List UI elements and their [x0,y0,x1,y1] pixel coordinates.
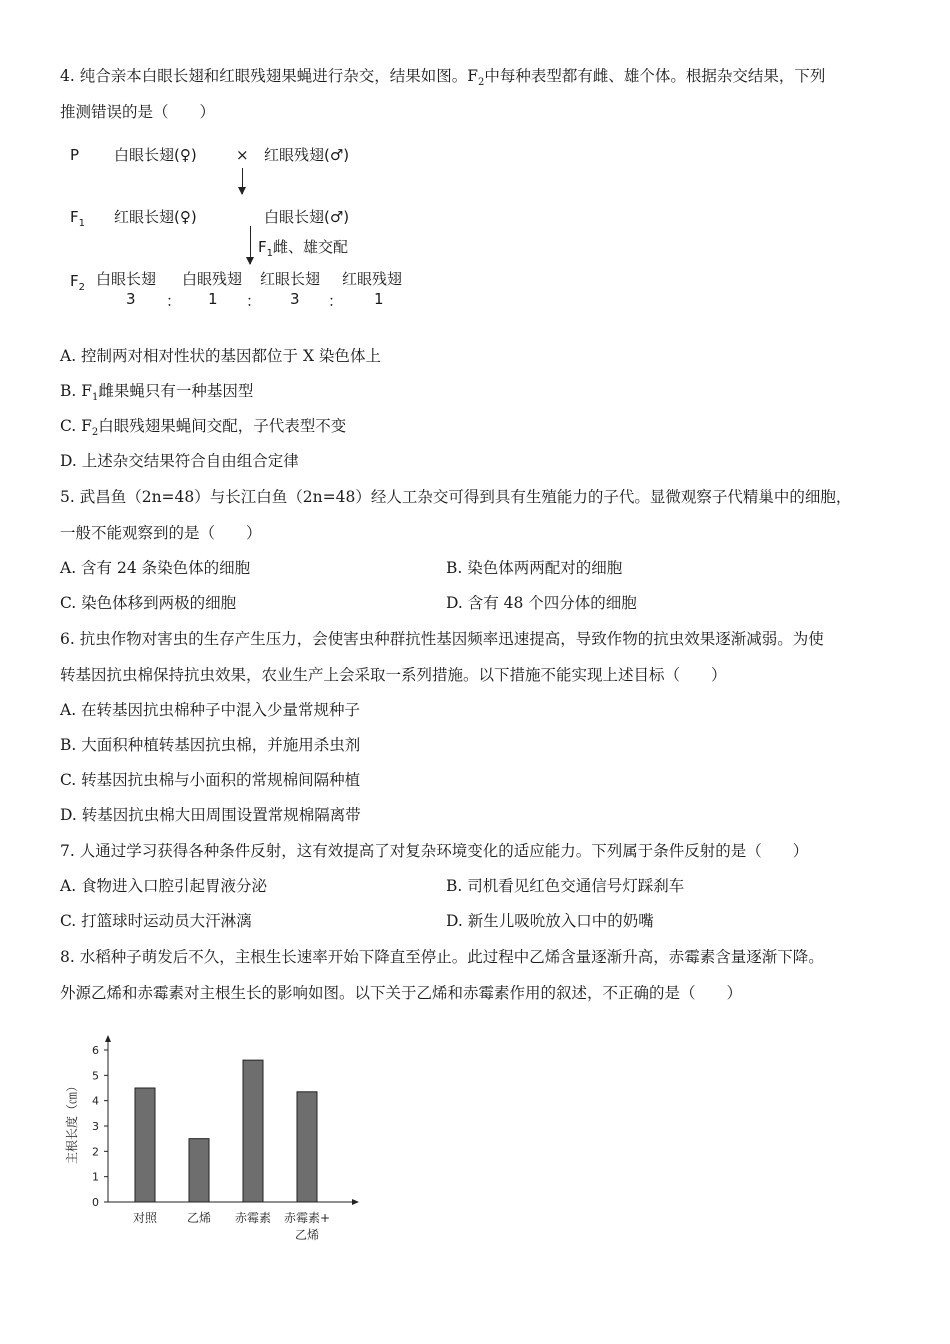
root-length-chart [62,1030,372,1250]
y-tick-label: 5 [92,1069,99,1083]
f2-phenotype: 白眼长翅 [96,270,157,288]
f1-female: 红眼长翅(♀) [114,208,197,226]
q4-option-b[interactable]: B. $F_1$雌果蝇只有一种基因型 [60,382,254,404]
q6-option-b[interactable]: B. 大面积种植转基因抗虫棉，并施用杀虫剂 [60,736,361,754]
f2-ratio-sep: ： [166,292,182,310]
q4-stem-line2: 推测错误的是（ ） [60,103,216,121]
f1-male: 白眼长翅(♂) [264,208,350,226]
f1-label: $F_1$ [70,208,86,229]
f2-phenotype: 红眼长翅 [260,270,321,288]
arrow-f1-to-f2 [250,226,251,264]
category-label: 乙烯 [186,1211,212,1225]
y-tick-label: 1 [92,1170,99,1184]
x-axis-arrow [352,1199,359,1205]
bar [297,1092,317,1202]
q4-option-d[interactable]: D. 上述杂交结果符合自由组合定律 [60,452,299,470]
p-label: P [70,146,80,164]
q5-option-c[interactable]: C. 染色体移到两极的细胞 [60,594,237,612]
category-label: 对照 [132,1211,158,1225]
q6-option-c[interactable]: C. 转基因抗虫棉与小面积的常规棉间隔种植 [60,771,361,789]
q5-option-b[interactable]: B. 染色体两两配对的细胞 [446,559,623,577]
category-label: 乙烯 [294,1228,320,1242]
f2-ratio-value: 3 [126,290,136,308]
f2-ratio-value: 3 [290,290,300,308]
q7-option-a[interactable]: A. 食物进入口腔引起胃液分泌 [60,877,268,895]
q5-stem-line2: 一般不能观察到的是（ ） [60,524,262,542]
category-label: 赤霉素+ [283,1211,331,1225]
cross-symbol: × [236,146,249,164]
f1-mating-note: $F_1$雌、雄交配 [258,238,349,259]
q7-option-b[interactable]: B. 司机看见红色交通信号灯踩刹车 [446,877,685,895]
y-tick-label: 4 [92,1094,99,1108]
q6-option-d[interactable]: D. 转基因抗虫棉大田周围设置常规棉隔离带 [60,806,361,824]
bar [189,1139,209,1202]
f2-phenotype: 白眼残翅 [182,270,243,288]
y-axis-label: 主根长度（㎝） [65,1079,79,1165]
q6-stem-line2: 转基因抗虫棉保持抗虫效果，农业生产上会采取一系列措施。以下措施不能实现上述目标（ ） [60,666,727,684]
q6-option-a[interactable]: A. 在转基因抗虫棉种子中混入少量常规种子 [60,701,361,719]
f2-ratio-value: 1 [374,290,384,308]
q8-stem-line1: 8. 水稻种子萌发后不久，主根生长速率开始下降直至停止。此过程中乙烯含量逐渐升高，赤霉素含量逐渐下降。 [60,948,824,966]
q6-stem-line1: 6. 抗虫作物对害虫的生存产生压力，会使害虫种群抗性基因频率迅速提高，导致作物的抗虫效果逐渐减弱。为使 [60,630,824,648]
q7-stem-line1: 7. 人通过学习获得各种条件反射，这有效提高了对复杂环境变化的适应能力。下列属于条件反射的是（ ） [60,842,809,860]
bar [243,1060,263,1202]
f2-phenotype: 红眼残翅 [342,270,403,288]
q5-option-d[interactable]: D. 含有 48 个四分体的细胞 [446,594,637,612]
q7-option-d[interactable]: D. 新生儿吸吮放入口中的奶嘴 [446,912,654,930]
f2-ratio-sep: ： [328,292,344,310]
y-tick-label: 6 [92,1044,99,1057]
q7-option-c[interactable]: C. 打篮球时运动员大汗淋漓 [60,912,252,930]
q8-stem-line2: 外源乙烯和赤霉素对主根生长的影响如图。以下关于乙烯和赤霉素作用的叙述，不正确的是（ ） [60,984,743,1002]
category-label: 赤霉素 [234,1211,272,1225]
p-male: 红眼残翅(♂) [264,146,350,164]
p-female: 白眼长翅(♀) [114,146,197,164]
cross-diagram [62,138,442,318]
q4-option-a[interactable]: A. 控制两对相对性状的基因都位于 X 染色体上 [60,347,381,365]
y-tick-label: 3 [92,1120,99,1133]
y-tick-label: 2 [92,1145,99,1159]
bar [135,1088,155,1202]
f2-ratio-value: 1 [208,290,218,308]
arrow-p-to-f1 [242,168,243,194]
f2-label: $F_2$ [70,272,86,293]
q4-option-c[interactable]: C. $F_2$白眼残翅果蝇间交配，子代表型不变 [60,417,347,439]
q4-stem-line1: 4. 纯合亲本白眼长翅和红眼残翅果蝇进行杂交，结果如图。$F_2$中每种表型都有雌、雄个体。根据杂交结果，下列 [60,67,826,89]
y-tick-label: 0 [92,1196,99,1209]
f2-ratio-sep: ： [246,292,262,310]
q5-option-a[interactable]: A. 含有 24 条染色体的细胞 [60,559,251,577]
y-axis-arrow [105,1035,111,1042]
q5-stem-line1: 5. 武昌鱼（2n=48）与长江白鱼（2n=48）经人工杂交可得到具有生殖能力的子代。显微观察子代精巢中的细胞， [60,488,852,506]
